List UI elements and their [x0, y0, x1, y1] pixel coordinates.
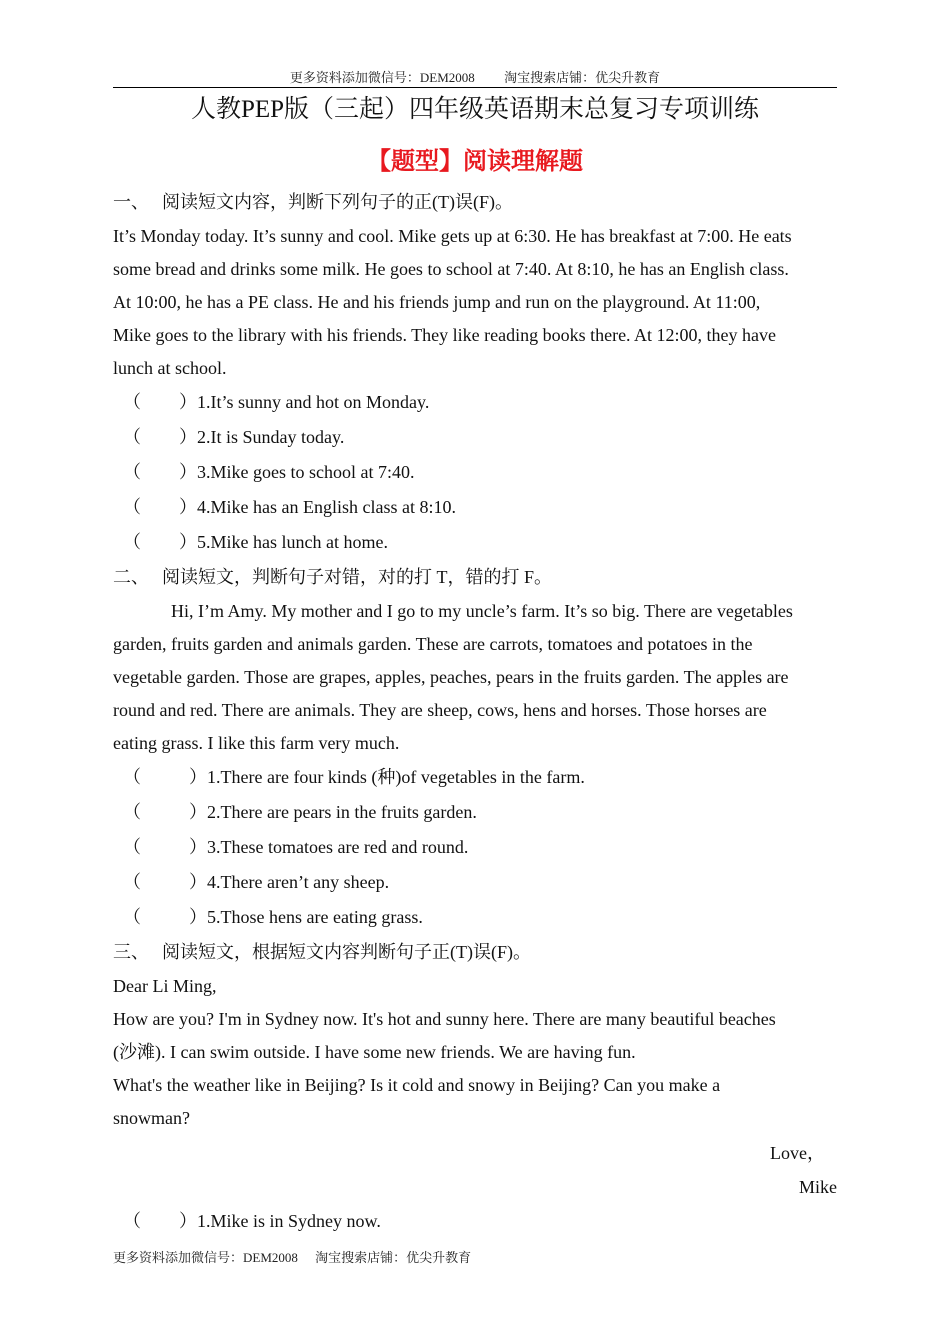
- section2-question: [113, 900, 837, 935]
- section1-passage-line: some bread and drinks some milk. He goes to school at 7:40. At 8:10, he has an English class.: [113, 259, 789, 279]
- header-note: [0, 67, 950, 86]
- section2-number: 二、: [113, 567, 149, 587]
- section2-passage-line: round and red. There are animals. They are sheep, cows, hens and horses. Those horses are: [113, 700, 767, 720]
- question-text: ）4.There aren’t any sheep.: [189, 872, 390, 892]
- section2-heading: [113, 560, 837, 595]
- section2-question: [113, 830, 837, 865]
- document-body: [113, 185, 837, 1239]
- section1-passage-line: Mike goes to the library with his friends. They like reading books there. At 12:00, they have: [113, 325, 777, 345]
- answer-bracket: （: [123, 392, 141, 412]
- header-wechat-note: 更多资料添加微信号：DEM2008: [289, 70, 475, 85]
- section1-instruction: 阅读短文内容，判断下列句子的正(T)误(F)。: [162, 192, 513, 212]
- answer-bracket: （: [123, 802, 141, 822]
- section3-question: [113, 1204, 837, 1239]
- question-text: ）5.Those hens are eating grass.: [189, 907, 423, 927]
- answer-bracket: （: [123, 837, 141, 857]
- section3-heading: [113, 935, 837, 970]
- section1-number: 一、: [113, 192, 149, 212]
- letter-line: (沙滩). I can swim outside. I have some new friends. We are having fun.: [113, 1042, 636, 1062]
- section2-instruction: 阅读短文，判断句子对错，对的打 T，错的打 F。: [162, 567, 553, 587]
- footer-wechat-note: 更多资料添加微信号：DEM2008: [113, 1250, 298, 1265]
- header-shop-note: 淘宝搜索店铺：优尖升教育: [504, 70, 661, 85]
- section1-question: [113, 455, 837, 490]
- question-text: ）5.Mike has lunch at home.: [179, 532, 388, 552]
- answer-bracket: （: [123, 907, 141, 927]
- letter-line: What's the weather like in Beijing? Is it cold and snowy in Beijing? Can you make a: [113, 1075, 721, 1095]
- question-text: ）3.Mike goes to school at 7:40.: [179, 462, 415, 482]
- section1-question: [113, 385, 837, 420]
- section2-passage-line: Hi, I’m Amy. My mother and I go to my uncle’s farm. It’s so big. There are vegetables: [171, 601, 793, 621]
- answer-bracket: （: [123, 767, 141, 787]
- footer-shop-note: 淘宝搜索店铺：优尖升教育: [315, 1250, 472, 1265]
- section3-instruction: 阅读短文，根据短文内容判断句子正(T)误(F)。: [162, 942, 531, 962]
- section1-question: [113, 420, 837, 455]
- section2-question: [113, 795, 837, 830]
- section2-passage-line: eating grass. I like this farm very much.: [113, 733, 400, 753]
- answer-bracket: （: [123, 1211, 141, 1231]
- section1-question: [113, 490, 837, 525]
- section1-passage-line: At 10:00, he has a PE class. He and his friends jump and run on the playground. At 11:00,: [113, 292, 761, 312]
- answer-bracket: （: [123, 872, 141, 892]
- answer-bracket: （: [123, 462, 141, 482]
- letter-greeting: Dear Li Ming,: [113, 976, 217, 996]
- answer-bracket: （: [123, 427, 141, 447]
- letter-signature: Mike: [799, 1177, 837, 1197]
- question-text: ）1.It’s sunny and hot on Monday.: [179, 392, 430, 412]
- letter-line: How are you? I'm in Sydney now. It's hot and sunny here. There are many beautiful beaches: [113, 1009, 776, 1029]
- section2-question: [113, 760, 837, 795]
- question-text: ）3.These tomatoes are red and round.: [189, 837, 469, 857]
- answer-bracket: （: [123, 532, 141, 552]
- footer-note: [113, 1247, 471, 1266]
- document-title: 人教PEP版（三起）四年级英语期末总复习专项训练: [190, 96, 760, 123]
- section1-passage-line: lunch at school.: [113, 358, 227, 378]
- section1-passage-line: It’s Monday today. It’s sunny and cool. Mike gets up at 6:30. He has breakfast at 7:00. He eats: [113, 226, 792, 246]
- question-text: ）4.Mike has an English class at 8:10.: [179, 497, 456, 517]
- question-text: ）1.Mike is in Sydney now.: [179, 1211, 381, 1231]
- letter-line: snowman?: [113, 1108, 190, 1128]
- question-text: ）2.There are pears in the fruits garden.: [189, 802, 477, 822]
- section2-passage-line: garden, fruits garden and animals garden. These are carrots, tomatoes and potatoes in the: [113, 634, 753, 654]
- document-subtitle: 【题型】阅读理解题: [367, 147, 583, 175]
- section2-passage-line: vegetable garden. Those are grapes, apples, peaches, pears in the fruits garden. The apples are: [113, 667, 789, 687]
- section1-heading: [113, 185, 837, 220]
- section2-question: [113, 865, 837, 900]
- section3-number: 三、: [113, 942, 149, 962]
- question-text: ）1.There are four kinds (种)of vegetables in the farm.: [189, 767, 585, 787]
- answer-bracket: （: [123, 497, 141, 517]
- letter-closing: Love，: [770, 1143, 825, 1163]
- header-divider: [113, 87, 837, 88]
- question-text: ）2.It is Sunday today.: [179, 427, 345, 447]
- section1-question: [113, 525, 837, 560]
